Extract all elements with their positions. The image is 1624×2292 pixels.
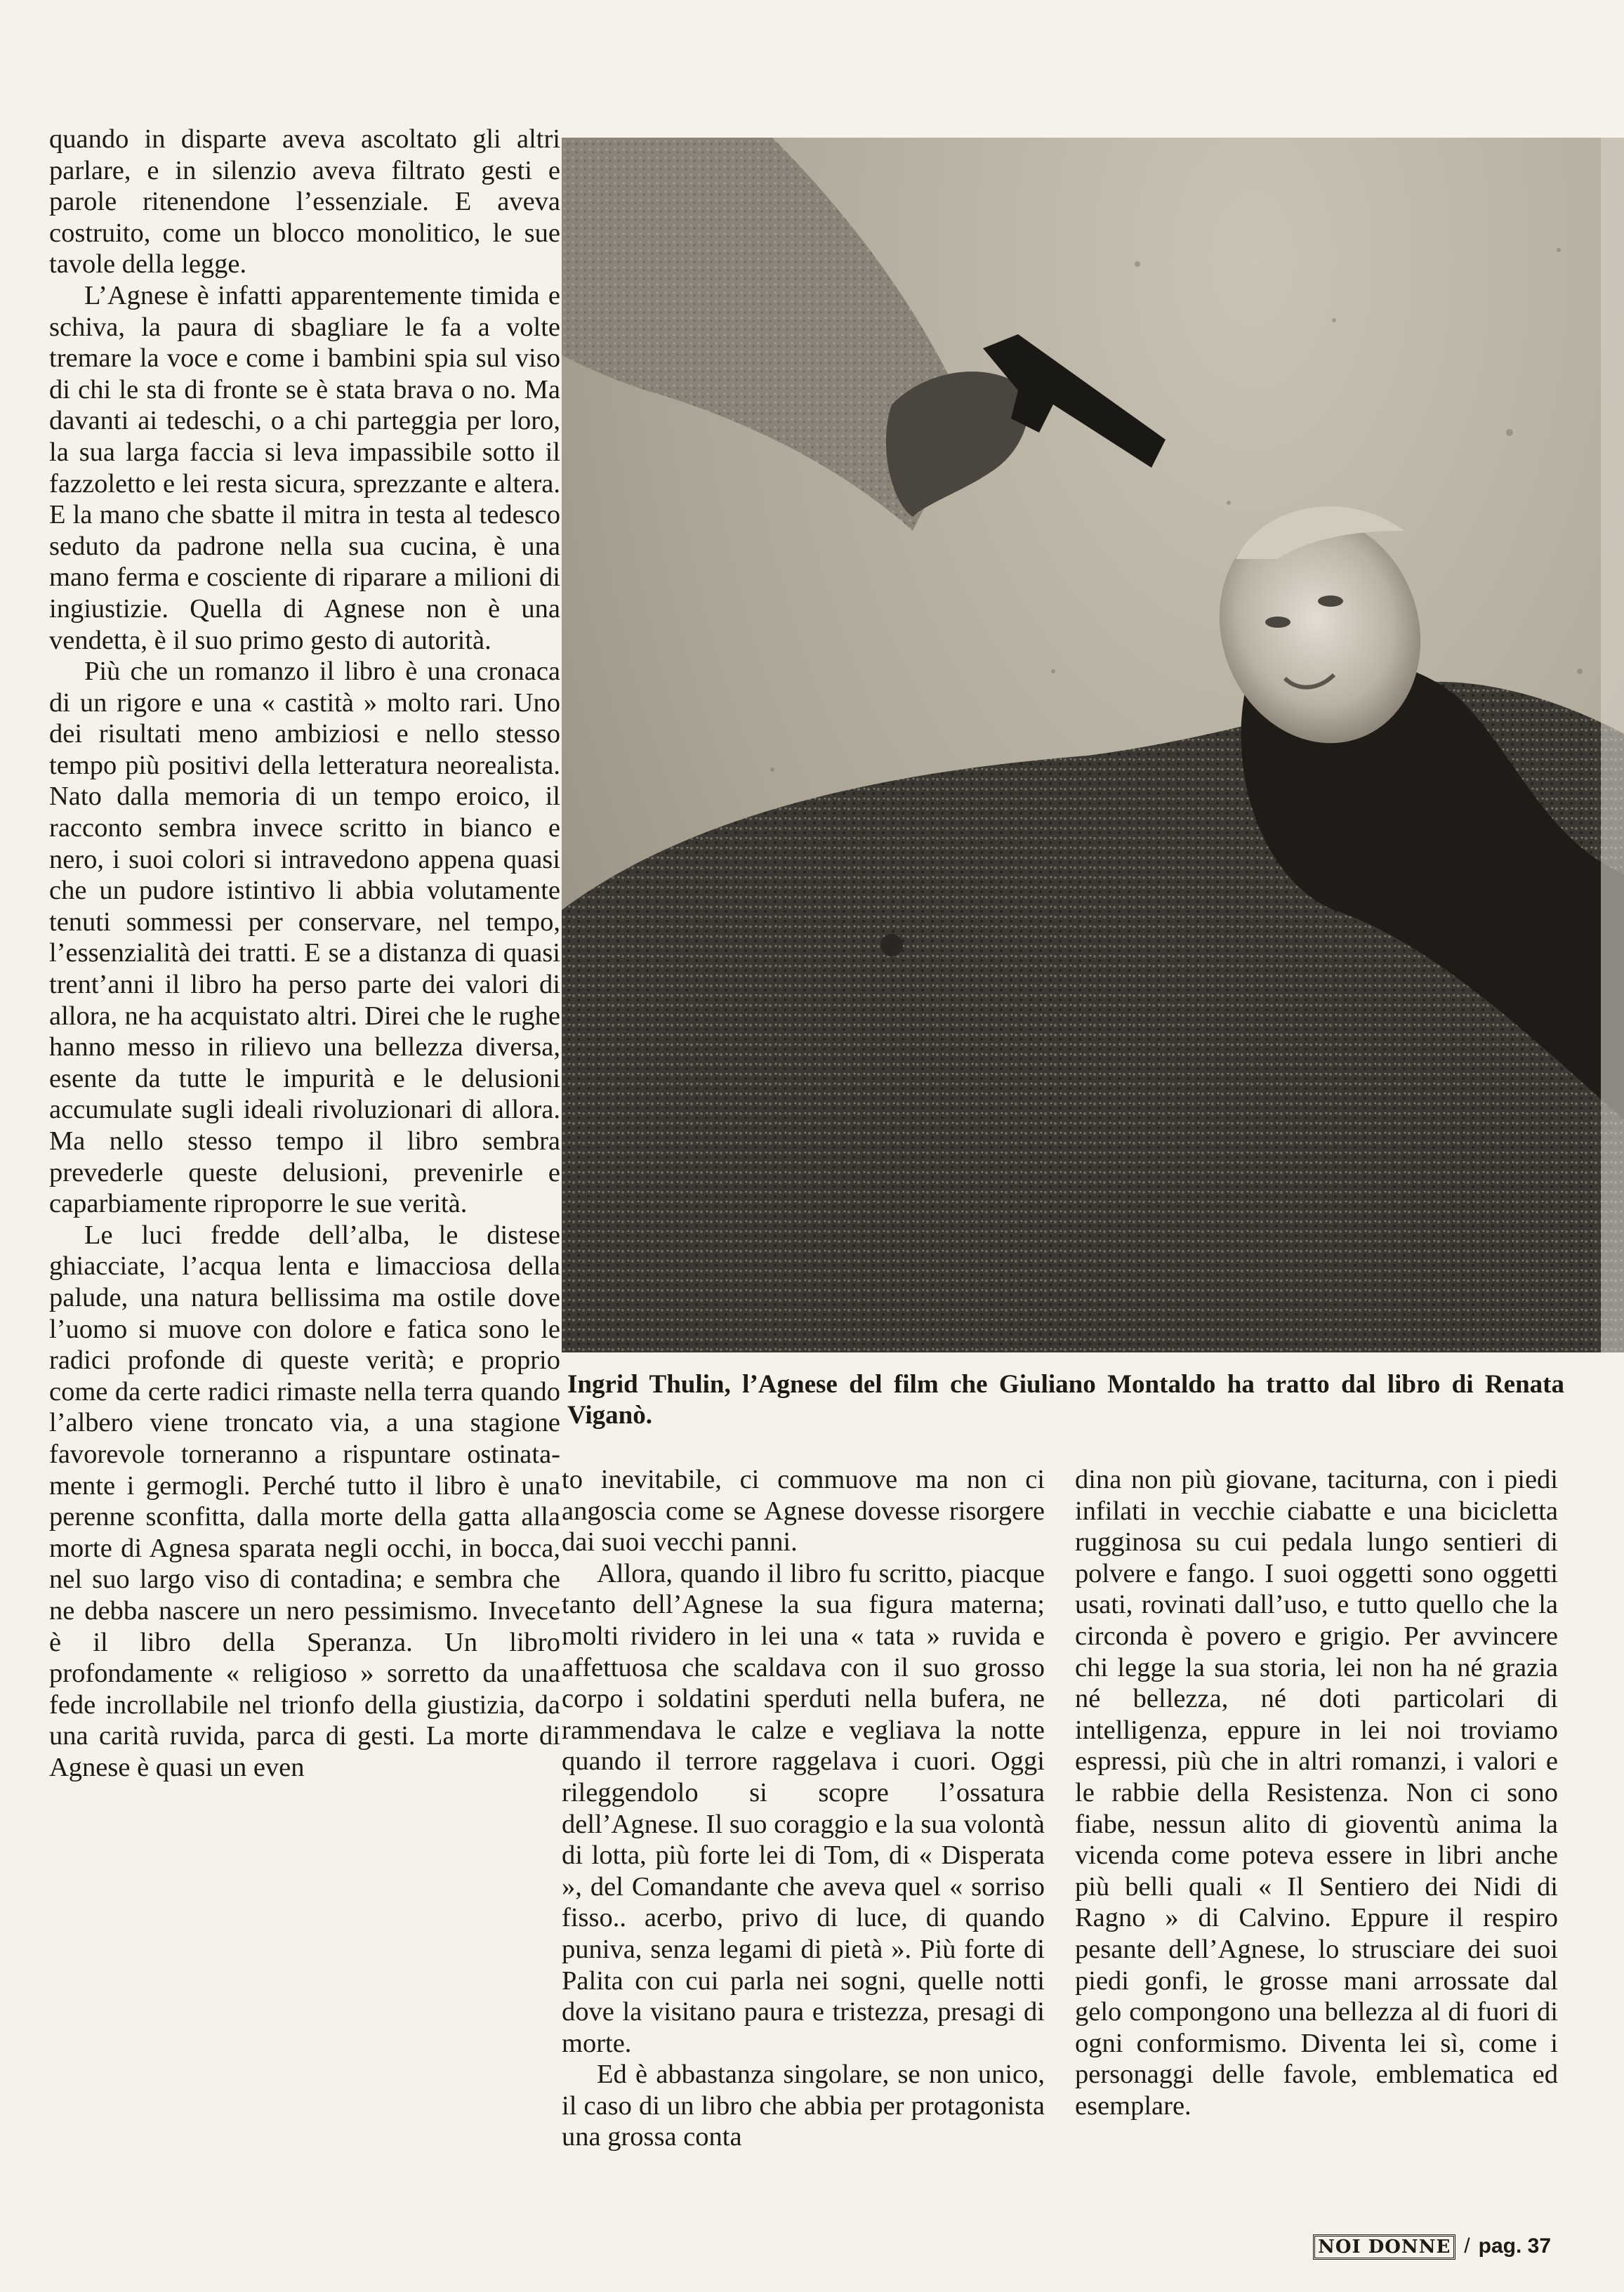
paragraph: Più che un romanzo il libro è una cronaca di un rigore e una « castità » molto rari. Uno dei risultati meno ambiziosi e nello stesso tempo più positivi della letteratura neorealista. Nato dalla memoria di un tempo eroico, il racconto sembra invece scritto in bianco e nero, i suoi colori si intravedono appena quasi che un pudore istintivo li abbia volutamente tenuti sommessi per conservare, nel tempo, l’essenzialità dei tratti. E se a distanza di quasi trent’anni il libro ha perso parte dei valori di allora, ne ha acquistato altri. Direi che le rughe hanno messo in rilievo una bellezza diversa, esente da tutte le impurità e le delusioni accumulate sugli ideali rivoluzionari di allora. Ma nello stesso tempo il libro sembra prevederle queste delusioni, prevenirle e caparbiamente riproporre le sue verità.	[49, 657, 560, 1219]
paragraph: quando in disparte aveva ascoltato gli altri parlare, e in silenzio aveva filtrato gesti e parole ritenendone l’essenziale. E aveva costruito, come un blocco monolitico, le sue tavole della legge.	[49, 124, 560, 279]
paragraph: L’Agnese è infatti apparentemente timida e schiva, la paura di sbagliare le fa a volte tremare la voce e come i bambini spia sul viso di chi le sta di fronte se è stata brava o no. Ma davanti ai tedeschi, o a chi parteggia per loro, la sua larga faccia si leva impassibile sotto il fazzoletto e lei resta sicura, sprezzante e altera. E la mano che sbatte il mitra in testa al tedesco seduto da padrone nella sua cucina, è una mano ferma e cosciente di riparare a milioni di ingiustizie. Quella di Agnese non è una vendetta, è il suo primo gesto di autorità.	[49, 280, 560, 655]
film-still-photo	[562, 138, 1624, 1352]
magazine-logo: NOI DONNE	[1313, 2234, 1455, 2260]
film-still-illustration	[562, 138, 1624, 1352]
article-column-1	[49, 124, 560, 1783]
article-column-3	[1075, 1464, 1558, 2121]
paragraph: Ed è abbastanza singolare, se non unico, il caso di un libro che abbia per protagonista una grossa conta	[562, 2060, 1045, 2152]
page-number: pag. 37	[1478, 2234, 1551, 2258]
paragraph: to inevitabile, ci commuove ma non ci angoscia come se Agnese dovesse risorgere dai suoi vecchi panni.	[562, 1465, 1045, 1557]
photo-caption: Ingrid Thulin, l’Agnese del film che Giuliano Montaldo ha tratto dal libro di Renata Viganò.	[567, 1370, 1564, 1430]
paragraph: dina non più giovane, taciturna, con i piedi infilati in vecchie ciabatte e una bicicletta rugginosa su cui pedala lungo sentieri di polvere e fango. I suoi oggetti sono oggetti usati, rovinati dall’uso, e tutto quello che la circonda è povero e grigio. Per avvincere chi legge la sua storia, lei non ha né grazia né bellezza, né doti particolari di intelligenza, eppure in lei noi troviamo espressi, più che in altri romanzi, i valori e le rabbie della Resistenza. Non ci sono fiabe, nessun alito di gioventù anima la vicenda come poteva essere in libri anche più belli quali « Il Sentiero dei Nidi di Ragno » di Calvino. Eppure il respiro pesante dell’Agnese, lo strusciare dei suoi piedi gonfi, le grosse mani arrossate dal gelo compongono una bellezza al di fuori di ogni conformismo. Diventa lei sì, come i personaggi delle favole, emblematica ed esemplare.	[1075, 1465, 1558, 2121]
footer-separator: /	[1464, 2234, 1470, 2258]
paragraph: Allora, quando il libro fu scritto, piacque tanto dell’Agnese la sua figura materna; molti rividero in lei una « tata » ruvida e affettuosa che scaldava con il suo grosso corpo i soldatini sperduti nella bufera, ne rammendava le calze e vegliava la notte quando il terrore raggelava i cuori. Oggi rileggendolo si scopre l’ossatura dell’Agnese. Il suo coraggio e la sua volontà di lotta, più forte lei di Tom, di « Disperata », del Comandante che aveva quel « sorriso fisso.. acerbo, privo di luce, di quando puniva, senza legami di pietà ». Più forte di Palita con cui parla nei sogni, quelle notti dove la visitano paura e tristezza, presagi di morte.	[562, 1558, 1045, 2058]
article-column-2	[562, 1464, 1045, 2153]
paragraph: Le luci fredde dell’alba, le distese ghiacciate, l’acqua lenta e limacciosa della palude, una natura bellissima ma ostile dove l’uomo si muove con dolore e fatica sono le radici profonde di queste verità; e proprio come da certe radici rimaste nella terra quando l’albero viene troncato via, a una stagione favorevole torneranno a rispuntare ostinatamente i germogli. Perché tutto il libro è una perenne sconfitta, dalla morte della gatta alla morte di Agnesa sparata negli occhi, in bocca, nel suo largo viso di contadina; e sembra che ne debba nascere un nero pessimismo. Invece è il libro della Speranza. Un libro profondamente « religioso » sorretto da una fede incrollabile nel trionfo della giustizia, da una carità ruvida, parca di gesti. La morte di Agnese è quasi un even	[49, 1220, 560, 1782]
page-footer	[1313, 2234, 1551, 2260]
